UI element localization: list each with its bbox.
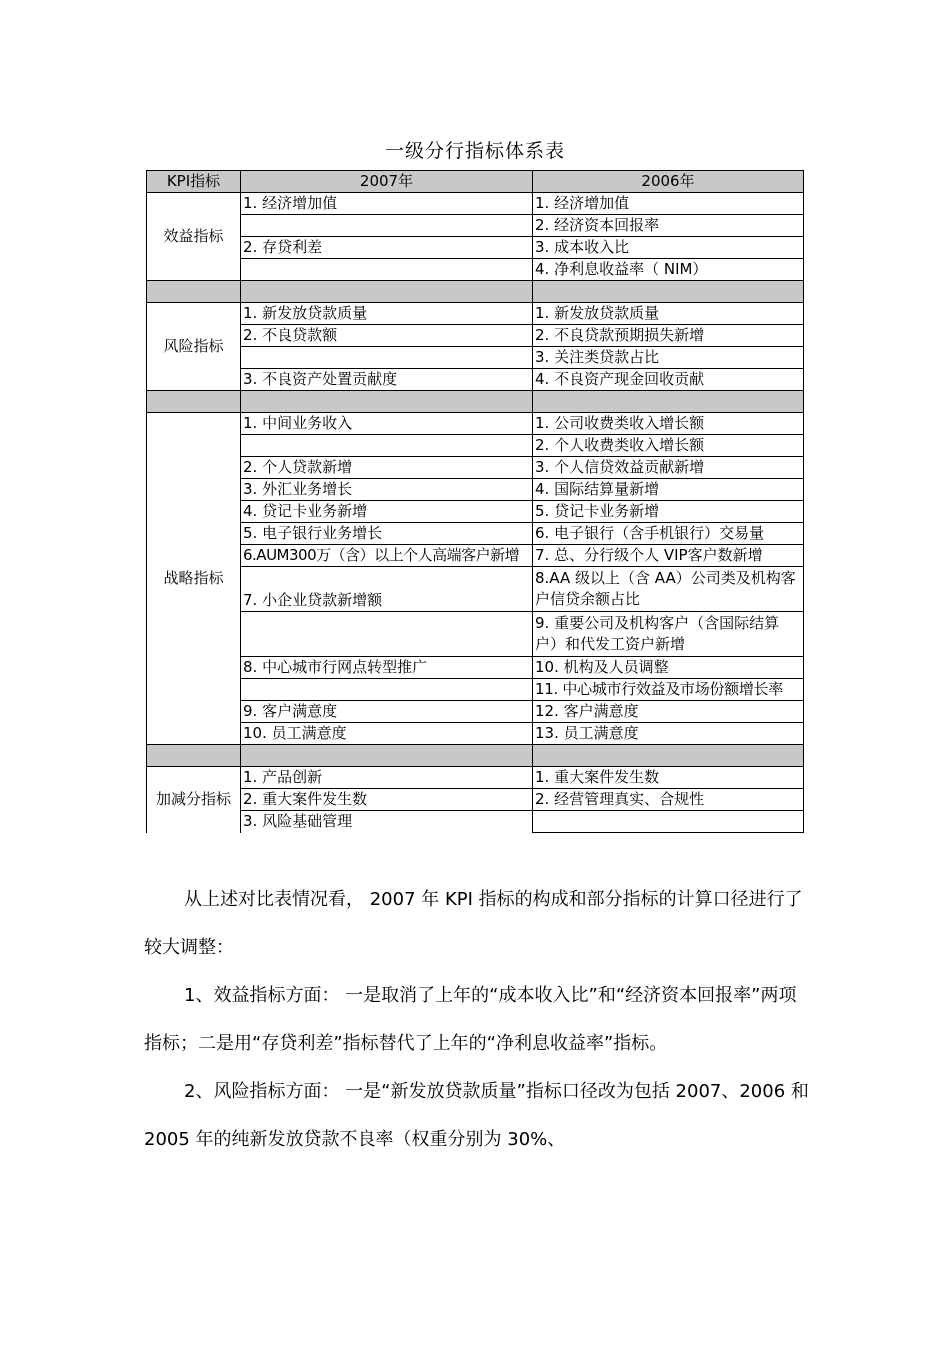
category-cell: 战略指标 xyxy=(147,413,241,745)
table-row xyxy=(147,701,804,723)
table-header-row xyxy=(147,171,804,193)
table-row xyxy=(147,259,804,281)
cell-2006: 5. 贷记卡业务新增 xyxy=(533,501,804,523)
kpi-table xyxy=(146,170,804,833)
cell-2007: 1. 产品创新 xyxy=(241,767,533,789)
cell-2007: 1. 新发放贷款质量 xyxy=(241,303,533,325)
cell-2006: 10. 机构及人员调整 xyxy=(533,657,804,679)
cell-2006: 2. 经营管理真实、合规性 xyxy=(533,789,804,811)
body-text xyxy=(144,876,809,1164)
cell-2006: 2. 个人收费类收入增长额 xyxy=(533,435,804,457)
cell-2006: 2. 不良贷款预期损失新增 xyxy=(533,325,804,347)
table-row xyxy=(147,215,804,237)
table-row xyxy=(147,369,804,391)
table-row xyxy=(147,303,804,325)
table-row xyxy=(147,545,804,567)
cell-2006: 11. 中心城市行效益及市场份额增长率 xyxy=(533,679,804,701)
category-cell: 加减分指标 xyxy=(147,767,241,833)
separator-row xyxy=(147,391,804,413)
cell-2006: 3. 成本收入比 xyxy=(533,237,804,259)
cell-2006: 1. 经济增加值 xyxy=(533,193,804,215)
cell-2006: 12. 客户满意度 xyxy=(533,701,804,723)
cell-2007: 6.AUM300万（含）以上个人高端客户新增 xyxy=(241,545,533,567)
cell-2006: 13. 员工满意度 xyxy=(533,723,804,745)
cell-2007: 2. 不良贷款额 xyxy=(241,325,533,347)
cell-2006: 3. 个人信贷效益贡献新增 xyxy=(533,457,804,479)
cell-2007: 3. 不良资产处置贡献度 xyxy=(241,369,533,391)
cell-2007: 3. 风险基础管理 xyxy=(241,811,533,833)
table-row xyxy=(147,767,804,789)
cell-2006: 1. 公司收费类收入增长额 xyxy=(533,413,804,435)
cell-2007: 7. 小企业贷款新增额 xyxy=(241,567,533,612)
table-row xyxy=(147,811,804,833)
paragraph: 2、风险指标方面： 一是“新发放贷款质量”指标口径改为包括 2007、2006 和 2005 年的纯新发放贷款不良率（权重分别为 30%、 xyxy=(144,1081,809,1150)
paragraph: 从上述对比表情况看， 2007 年 KPI 指标的构成和部分指标的计算口径进行了较大调整： xyxy=(144,889,803,958)
cell-2007 xyxy=(241,679,533,701)
cell-2006: 9. 重要公司及机构客户（含国际结算户）和代发工资户新增 xyxy=(533,612,804,657)
table-row xyxy=(147,435,804,457)
table-title: 一级分行指标体系表 xyxy=(384,140,565,162)
paragraph: 1、效益指标方面： 一是取消了上年的“成本收入比”和“经济资本回报率”两项指标；二是用“存贷利差”指标替代了上年的“净利息收益率”指标。 xyxy=(144,985,797,1054)
table-row xyxy=(147,567,804,612)
cell-2006: 7. 总、分行级个人 VIP客户数新增 xyxy=(533,545,804,567)
cell-2006 xyxy=(533,811,804,833)
cell-2006: 2. 经济资本回报率 xyxy=(533,215,804,237)
cell-2007 xyxy=(241,435,533,457)
cell-2007: 8. 中心城市行网点转型推广 xyxy=(241,657,533,679)
cell-2006: 6. 电子银行（含手机银行）交易量 xyxy=(533,523,804,545)
cell-2007: 4. 贷记卡业务新增 xyxy=(241,501,533,523)
table-row xyxy=(147,325,804,347)
cell-2007: 5. 电子银行业务增长 xyxy=(241,523,533,545)
table-row xyxy=(147,457,804,479)
table-row xyxy=(147,679,804,701)
cell-2006: 4. 不良资产现金回收贡献 xyxy=(533,369,804,391)
table-row xyxy=(147,479,804,501)
table-row xyxy=(147,723,804,745)
cell-2007: 3. 外汇业务增长 xyxy=(241,479,533,501)
cell-2006: 4. 国际结算量新增 xyxy=(533,479,804,501)
table-row xyxy=(147,523,804,545)
table-row xyxy=(147,657,804,679)
cell-2007: 1. 中间业务收入 xyxy=(241,413,533,435)
table-row xyxy=(147,347,804,369)
cell-2007: 10. 员工满意度 xyxy=(241,723,533,745)
cell-2006: 8.AA 级以上（含 AA）公司类及机构客户信贷余额占比 xyxy=(533,567,804,612)
cell-2007: 2. 个人贷款新增 xyxy=(241,457,533,479)
cell-2007: 9. 客户满意度 xyxy=(241,701,533,723)
table-row xyxy=(147,237,804,259)
cell-2007 xyxy=(241,612,533,657)
table-row xyxy=(147,501,804,523)
table-row xyxy=(147,612,804,657)
cell-2006: 1. 新发放贷款质量 xyxy=(533,303,804,325)
header-2006: 2006年 xyxy=(533,171,804,193)
cell-2007: 2. 存贷利差 xyxy=(241,237,533,259)
category-cell: 效益指标 xyxy=(147,193,241,281)
table-row xyxy=(147,789,804,811)
cell-2007 xyxy=(241,215,533,237)
cell-2006: 4. 净利息收益率（ NIM） xyxy=(533,259,804,281)
cell-2007 xyxy=(241,259,533,281)
header-kpi: KPI指标 xyxy=(147,171,241,193)
cell-2006: 3. 关注类贷款占比 xyxy=(533,347,804,369)
table-row xyxy=(147,413,804,435)
cell-2007: 1. 经济增加值 xyxy=(241,193,533,215)
separator-row xyxy=(147,745,804,767)
category-cell: 风险指标 xyxy=(147,303,241,391)
table-row xyxy=(147,193,804,215)
header-2007: 2007年 xyxy=(241,171,533,193)
cell-2007 xyxy=(241,347,533,369)
cell-2007: 2. 重大案件发生数 xyxy=(241,789,533,811)
cell-2006: 1. 重大案件发生数 xyxy=(533,767,804,789)
separator-row xyxy=(147,281,804,303)
